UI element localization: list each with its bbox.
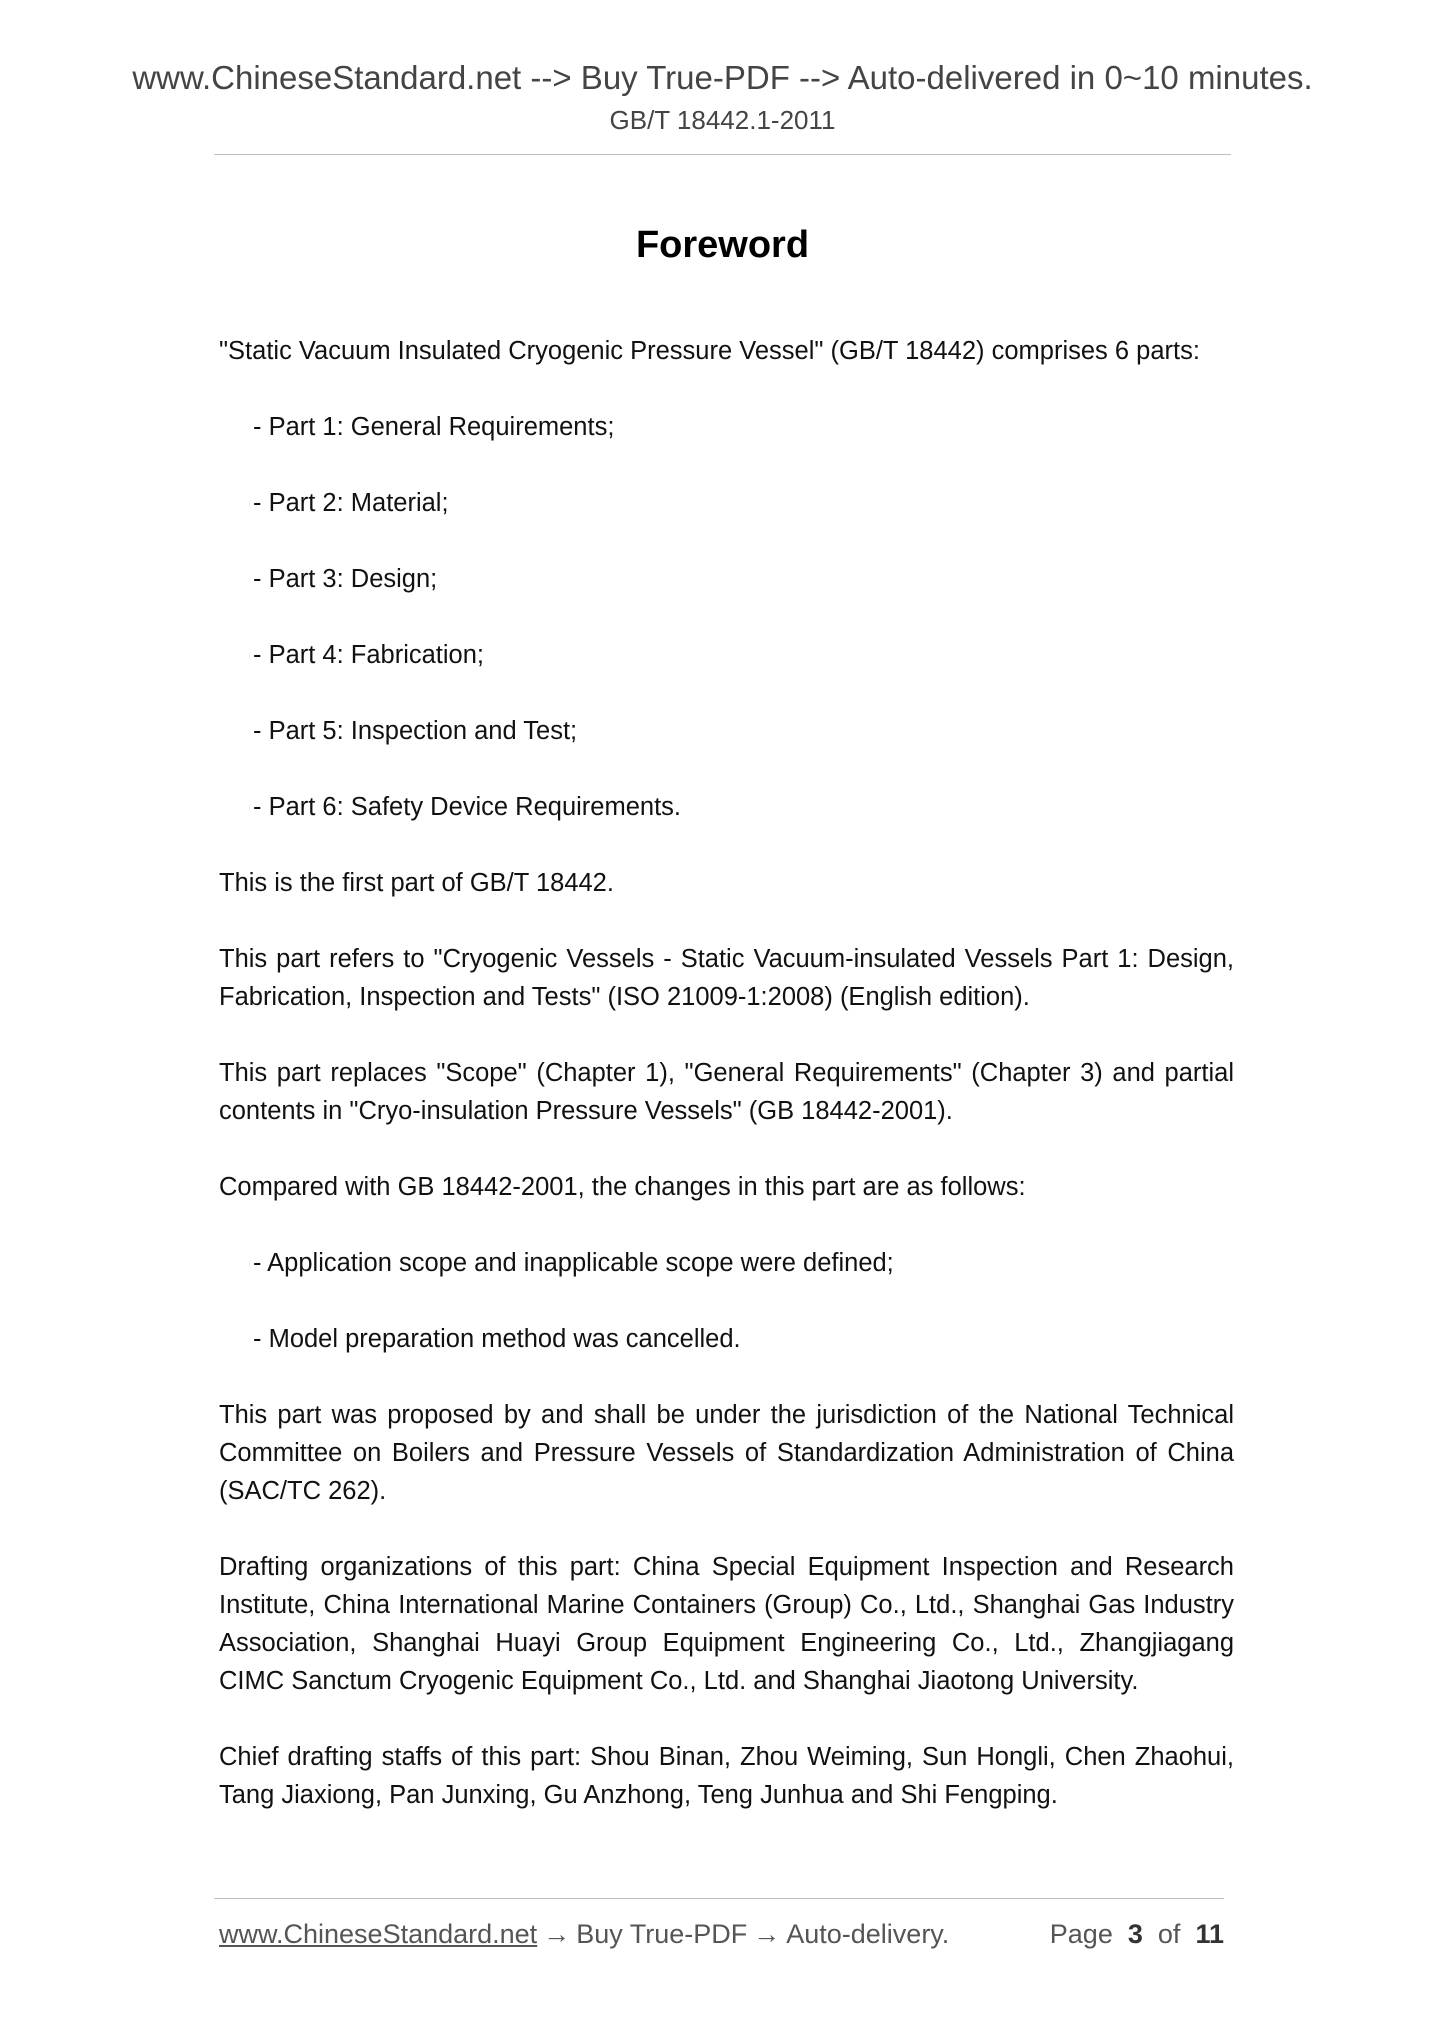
footer-site-link[interactable]: www.ChineseStandard.net bbox=[219, 1919, 538, 1949]
change-list-item: - Model preparation method was cancelled. bbox=[253, 1325, 741, 1353]
page-of: of bbox=[1157, 1919, 1181, 1949]
part-list-item: - Part 5: Inspection and Test; bbox=[253, 717, 578, 745]
arrow-right-icon: → bbox=[543, 1919, 571, 1949]
page-total: 11 bbox=[1195, 1919, 1224, 1949]
refers-paragraph: This part refers to "Cryogenic Vessels - Static Vacuum-insulated Vessels Part 1: Design, Fabrication, Inspection and Tests" (ISO 21009-1:2008) (English edition). bbox=[219, 945, 1234, 1011]
foreword-body bbox=[219, 332, 1234, 1852]
part-list-item: - Part 6: Safety Device Requirements. bbox=[253, 793, 682, 821]
footer-divider bbox=[214, 1898, 1224, 1899]
proposed-paragraph: This part was proposed by and shall be under the jurisdiction of the National Technical Committee on Boilers and Pressure Vessels of Standardization Administration of China (SAC/TC 262). bbox=[219, 1401, 1234, 1505]
footer-delivery-text: Auto-delivery. bbox=[786, 1919, 950, 1949]
first-part-paragraph: This is the first part of GB/T 18442. bbox=[219, 869, 614, 897]
page-footer bbox=[219, 1914, 1224, 1954]
part-list-item: - Part 2: Material; bbox=[253, 489, 449, 517]
doc-code: GB/T 18442.1-2011 bbox=[609, 105, 836, 135]
part-list-item: - Part 3: Design; bbox=[253, 565, 438, 593]
page-current: 3 bbox=[1127, 1919, 1143, 1949]
compared-paragraph: Compared with GB 18442-2001, the changes in this part are as follows: bbox=[219, 1173, 1026, 1201]
arrow-right-icon: → bbox=[753, 1919, 781, 1949]
part-list-item: - Part 1: General Requirements; bbox=[253, 413, 615, 441]
header-divider bbox=[214, 154, 1231, 155]
header-banner: www.ChineseStandard.net --> Buy True-PDF --> Auto-delivered in 0~10 minutes. bbox=[132, 59, 1313, 96]
replaces-paragraph: This part replaces "Scope" (Chapter 1), "General Requirements" (Chapter 3) and partial contents in "Cryo-insulation Pressure Vessels" (GB 18442-2001). bbox=[219, 1059, 1234, 1125]
page-indicator bbox=[1050, 1914, 1224, 1954]
intro-paragraph: "Static Vacuum Insulated Cryogenic Pressure Vessel" (GB/T 18442) comprises 6 parts: bbox=[219, 337, 1200, 365]
part-list-item: - Part 4: Fabrication; bbox=[253, 641, 485, 669]
change-list-item: - Application scope and inapplicable scope were defined; bbox=[253, 1249, 894, 1277]
footer-buy-text: Buy True-PDF bbox=[576, 1919, 748, 1949]
page-title: Foreword bbox=[635, 224, 810, 266]
page-label: Page bbox=[1049, 1919, 1113, 1949]
drafting-staff-paragraph: Chief drafting staffs of this part: Shou Binan, Zhou Weiming, Sun Hongli, Chen Zhaohui, Tang Jiaxiong, Pan Junxing, Gu Anzhong, Teng Junhua and Shi Fengping. bbox=[219, 1743, 1234, 1809]
drafting-orgs-paragraph: Drafting organizations of this part: China Special Equipment Inspection and Research Institute, China International Marine Containers (Group) Co., Ltd., Shanghai Gas Industry Association, Shanghai Huayi Group Equipment Engineering Co., Ltd., Zhangjiagang CIMC Sanctum Cryogenic Equipment Co., Ltd. and Shanghai Jiaotong University. bbox=[219, 1553, 1234, 1695]
